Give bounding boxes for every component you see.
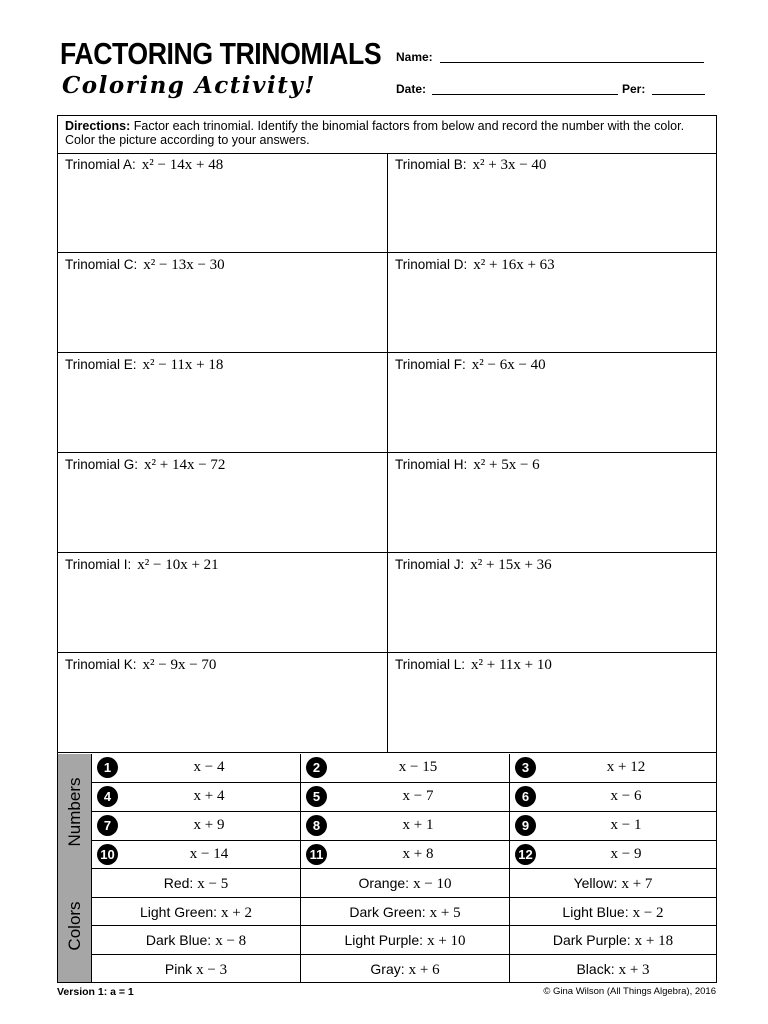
number-expression: x − 1	[610, 817, 642, 833]
trinomial-expression: x² + 14x − 72	[144, 457, 226, 473]
color-name: Black:	[576, 960, 615, 977]
trinomial-expression: x² + 11x + 10	[471, 657, 552, 673]
number-cell	[92, 812, 301, 841]
color-cell	[301, 869, 510, 898]
number-badge: 1	[97, 757, 118, 778]
number-expression: x − 14	[189, 846, 229, 862]
color-expression: x − 10	[413, 876, 452, 892]
trinomial-label: Trinomial I:	[65, 557, 132, 572]
trinomial-label: Trinomial K:	[65, 657, 137, 672]
color-cell	[301, 955, 510, 984]
trinomial-cell[interactable]	[58, 453, 388, 553]
per-field[interactable]	[652, 94, 705, 95]
trinomial-expression: x² − 9x − 70	[142, 657, 217, 673]
number-cell	[510, 754, 716, 783]
color-expression: x + 7	[621, 876, 653, 892]
number-badge: 9	[515, 815, 536, 836]
date-field[interactable]	[432, 94, 618, 95]
number-badge: 10	[97, 844, 118, 865]
worksheet-title: FACTORING TRINOMIALS	[60, 36, 382, 71]
name-label: Name:	[396, 50, 433, 64]
number-cell	[301, 841, 510, 869]
number-cell	[92, 841, 301, 869]
color-name: Light Purple:	[344, 932, 424, 948]
number-cell	[510, 783, 716, 812]
number-cell	[301, 754, 510, 783]
color-name: Orange:	[358, 875, 410, 891]
color-name: Yellow:	[573, 875, 618, 891]
number-expression: x − 6	[610, 788, 642, 804]
color-name: Gray:	[370, 960, 405, 977]
color-name: Dark Purple:	[552, 932, 631, 948]
color-expression: x − 2	[632, 904, 664, 921]
color-name: Red:	[163, 875, 194, 891]
directions-box	[58, 116, 716, 154]
colors-title: Colors	[64, 900, 84, 951]
number-expression: x + 12	[606, 759, 646, 775]
colors-side-label	[58, 869, 92, 982]
color-name: Light Blue:	[562, 903, 629, 920]
trinomial-cell[interactable]	[388, 253, 716, 353]
number-badge: 2	[306, 757, 327, 778]
number-badge: 12	[515, 844, 536, 865]
number-cell	[92, 754, 301, 783]
color-expression: x + 18	[634, 933, 674, 949]
number-expression: x − 4	[193, 759, 225, 775]
worksheet-subtitle: Coloring Activity!	[62, 72, 316, 99]
trinomial-expression: x² − 11x + 18	[142, 357, 224, 373]
color-cell	[301, 898, 510, 927]
number-cell	[92, 783, 301, 812]
color-cell	[92, 898, 301, 927]
trinomial-label: Trinomial B:	[395, 157, 467, 172]
color-cell	[510, 869, 716, 898]
number-expression: x + 9	[193, 817, 225, 833]
version-label: Version 1: a = 1	[57, 986, 134, 998]
trinomial-label: Trinomial H:	[395, 457, 468, 472]
numbers-side-label	[58, 754, 92, 869]
copyright-label: © Gina Wilson (All Things Algebra), 2016	[543, 986, 716, 997]
color-expression: x − 5	[197, 876, 229, 892]
trinomial-cell[interactable]	[58, 553, 388, 653]
trinomial-expression: x² + 5x − 6	[473, 457, 540, 473]
number-expression: x − 7	[402, 788, 434, 804]
directions-text: Factor each trinomial. Identify the binomial factors from below and record the number with the color. Color the picture according to your answers.	[65, 119, 685, 147]
color-cell	[92, 869, 301, 898]
per-label: Per:	[622, 82, 646, 96]
number-badge: 7	[97, 815, 118, 836]
number-cell	[301, 812, 510, 841]
color-name: Dark Green:	[349, 903, 426, 920]
number-expression: x + 1	[402, 817, 434, 833]
color-cell	[92, 926, 301, 955]
color-expression: x + 5	[429, 904, 461, 921]
number-badge: 4	[97, 786, 118, 807]
number-badge: 11	[306, 844, 327, 865]
trinomial-label: Trinomial E:	[65, 357, 137, 372]
color-expression: x + 3	[618, 961, 650, 978]
trinomial-label: Trinomial C:	[65, 257, 138, 272]
number-badge: 6	[515, 786, 536, 807]
color-name: Dark Blue:	[145, 932, 212, 948]
trinomial-cell[interactable]	[388, 353, 716, 453]
trinomial-label: Trinomial D:	[395, 257, 468, 272]
number-expression: x + 4	[193, 788, 225, 804]
color-cell	[510, 898, 716, 927]
trinomial-label: Trinomial F:	[395, 357, 466, 372]
trinomial-cell[interactable]	[388, 153, 716, 253]
trinomial-expression: x² − 13x − 30	[143, 257, 225, 273]
number-cell	[510, 841, 716, 869]
number-expression: x − 9	[610, 846, 642, 862]
color-name: Pink	[164, 960, 193, 977]
color-cell	[510, 955, 716, 984]
directions-label: Directions:	[65, 119, 131, 133]
trinomial-expression: x² + 3x − 40	[472, 157, 547, 173]
color-expression: x + 6	[408, 961, 440, 978]
trinomial-cell[interactable]	[388, 453, 716, 553]
trinomial-cell[interactable]	[58, 153, 388, 253]
trinomial-cell[interactable]	[58, 353, 388, 453]
color-name: Light Green:	[139, 903, 218, 920]
trinomial-expression: x² + 15x + 36	[470, 557, 552, 573]
trinomial-cell[interactable]	[388, 553, 716, 653]
color-expression: x + 10	[427, 933, 466, 949]
color-expression: x + 2	[221, 904, 253, 921]
trinomial-cell[interactable]	[58, 253, 388, 353]
number-expression: x + 8	[402, 846, 434, 862]
number-badge: 5	[306, 786, 327, 807]
date-label: Date:	[396, 82, 427, 96]
color-cell	[510, 926, 716, 955]
worksheet-table	[57, 115, 717, 983]
trinomial-expression: x² − 6x − 40	[471, 357, 546, 373]
trinomial-expression: x² − 10x + 21	[137, 557, 219, 573]
trinomial-expression: x² − 14x + 48	[141, 157, 224, 173]
number-badge: 8	[306, 815, 327, 836]
trinomial-cell[interactable]	[388, 653, 716, 753]
name-field[interactable]	[440, 62, 704, 63]
trinomial-label: Trinomial J:	[395, 557, 465, 572]
numbers-title: Numbers	[64, 777, 84, 846]
color-cell	[92, 955, 301, 984]
color-expression: x − 3	[196, 961, 228, 978]
trinomial-cell[interactable]	[58, 653, 388, 753]
color-expression: x − 8	[215, 933, 247, 949]
trinomial-label: Trinomial L:	[395, 657, 466, 672]
trinomial-expression: x² + 16x + 63	[473, 257, 555, 273]
number-cell	[510, 812, 716, 841]
trinomial-label: Trinomial A:	[65, 157, 136, 172]
number-cell	[301, 783, 510, 812]
color-cell	[301, 926, 510, 955]
number-expression: x − 15	[398, 759, 438, 775]
number-badge: 3	[515, 757, 536, 778]
trinomial-label: Trinomial G:	[65, 457, 139, 472]
